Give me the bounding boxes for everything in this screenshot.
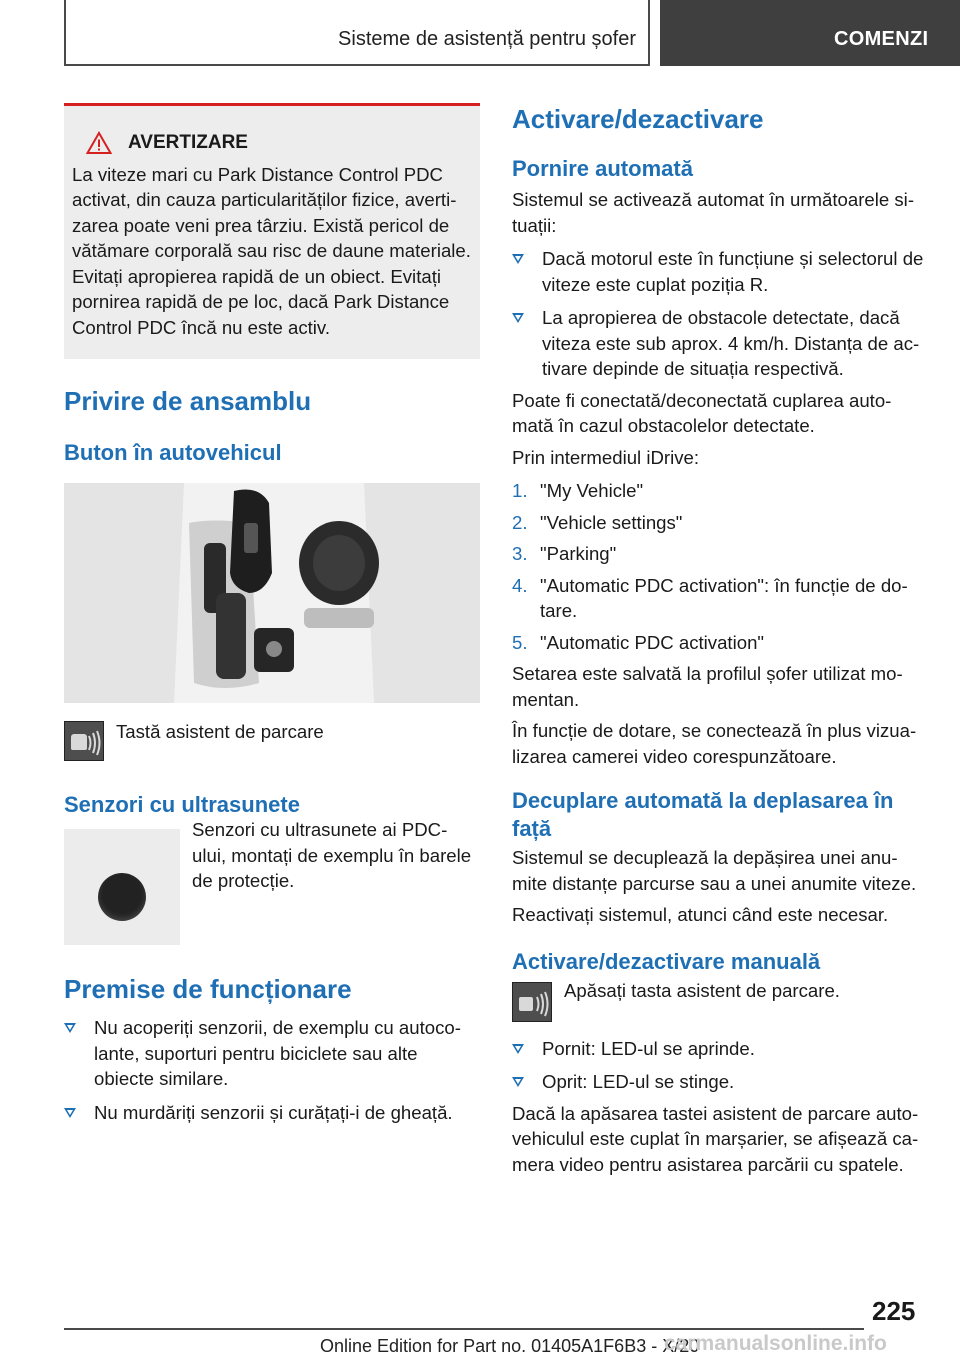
- auto-off-text: Sistemul se decuplează la depășirea unei anu-mite distanțe parcurse sau a unei anumite viteze.: [512, 847, 917, 894]
- list-item: Oprit: LED-ul se stinge.: [512, 1069, 928, 1095]
- ultrasonic-sensor-image: [64, 829, 180, 945]
- auto-on-intro: Sistemul se activează automat în următoarele si-tuații:: [512, 189, 915, 236]
- list-item: La apropierea de obstacole detectate, dacă viteza este sub aprox. 4 km/h. Distanța de ac-tivare depinde de situația respectivă.: [512, 305, 928, 382]
- triangle-bullet-icon: [512, 313, 524, 323]
- header-chapter-tab: COMENZI: [660, 0, 960, 66]
- right-column: [512, 103, 928, 1177]
- idrive-text: Prin intermediul iDrive:: [512, 446, 700, 468]
- reactivate-text: Reactivați sistemul, atunci când este necesar.: [512, 904, 889, 925]
- warning-text: La viteze mari cu Park Distance Control PDC activat, din cauza particularităților fizice, averti-zarea poate veni prea târziu. Există pericol de vătămare corporală sau risc de daune materiale. Evitați apropierea rapidă de un obiect. Evitați pornirea rapidă de pe loc, dacă Park Distance Control PDC încă nu este activ.: [72, 163, 471, 338]
- auto-on-list: [512, 246, 928, 382]
- manual-text: Apăsați tasta asistent de parcare.: [564, 979, 840, 1001]
- list-item: 3. "Parking": [512, 543, 617, 564]
- left-column: [64, 103, 480, 1125]
- triangle-bullet-icon: [64, 1023, 76, 1033]
- edition-text: Online Edition for Part no. 01405A1F6B3 - X/20: [320, 1336, 700, 1356]
- header-section-title: Sisteme de asistență pentru șofer: [338, 28, 636, 50]
- footer-divider: [64, 1328, 864, 1330]
- overview-heading: Privire de ansamblu: [64, 386, 312, 416]
- auto-off-heading: Decuplare automată la deplasarea în față: [512, 788, 894, 841]
- warning-box: [64, 103, 480, 359]
- warning-triangle-icon: [86, 131, 112, 155]
- list-item: Pornit: LED-ul se aprinde.: [512, 1036, 928, 1062]
- manual-list: [512, 1036, 928, 1095]
- center-console-illustration: [64, 483, 480, 703]
- triangle-bullet-icon: [512, 1044, 524, 1054]
- sensors-text: Senzori cu ultrasunete ai PDC-ului, montați de exemplu în barele de protecție.: [192, 819, 472, 891]
- watermark: carmanualsonline.info: [664, 1332, 887, 1355]
- reverse-text: Dacă la apăsarea tastei asistent de parcare auto-vehiculul este cuplat în marșarier, se afișează ca-mera video pentru asistarea parcării cu spatele.: [512, 1102, 919, 1175]
- sensors-heading: Senzori cu ultrasunete: [64, 792, 300, 817]
- list-item: 1. "My Vehicle": [512, 480, 644, 501]
- activation-heading: Activare/dezactivare: [512, 104, 764, 134]
- center-console-photo: [64, 483, 480, 703]
- list-item: 2. "Vehicle settings": [512, 511, 683, 533]
- list-item: Dacă motorul este în funcțiune și selectorul de viteze este cuplat poziția R.: [512, 246, 928, 297]
- manual-heading: Activare/dezactivare manuală: [512, 948, 821, 974]
- park-assist-button-icon: [512, 982, 552, 1022]
- camera-text: În funcție de dotare, se conectează în plus vizua-lizarea camerei video corespunzătoare.: [512, 720, 917, 767]
- list-item: Nu acoperiți senzorii, de exemplu cu autoco-lante, suporturi pentru biciclete sau alte obiecte similare.: [64, 1015, 480, 1092]
- saved-text: Setarea este salvată la profilul șofer utilizat mo-mentan.: [512, 663, 903, 710]
- idrive-steps: [512, 478, 928, 655]
- list-item: Nu murdăriți senzorii și curățați-i de gheață.: [64, 1100, 480, 1126]
- warning-title: AVERTIZARE: [128, 132, 248, 153]
- manual-row: [512, 979, 928, 1022]
- button-caption: Tastă asistent de parcare: [116, 721, 324, 742]
- list-item: 4. "Automatic PDC activation": în funcție de do-tare.: [512, 574, 908, 621]
- auto-on-heading: Pornire automată: [512, 156, 693, 181]
- triangle-bullet-icon: [512, 254, 524, 264]
- triangle-bullet-icon: [64, 1108, 76, 1118]
- list-item: 5. "Automatic PDC activation": [512, 631, 765, 653]
- prereq-heading: Premise de funcționare: [64, 974, 352, 1004]
- triangle-bullet-icon: [512, 1077, 524, 1087]
- prereq-list: [64, 1015, 480, 1125]
- coupling-text: Poate fi conectată/deconectată cuplarea auto-mată în cazul obstacolelor detectate.: [512, 389, 892, 436]
- button-heading: Buton în autovehicul: [64, 440, 282, 465]
- button-caption-row: [64, 721, 480, 761]
- page-number: 225: [872, 1296, 916, 1326]
- park-assist-button-icon: [64, 721, 104, 761]
- sensors-row: [64, 817, 480, 945]
